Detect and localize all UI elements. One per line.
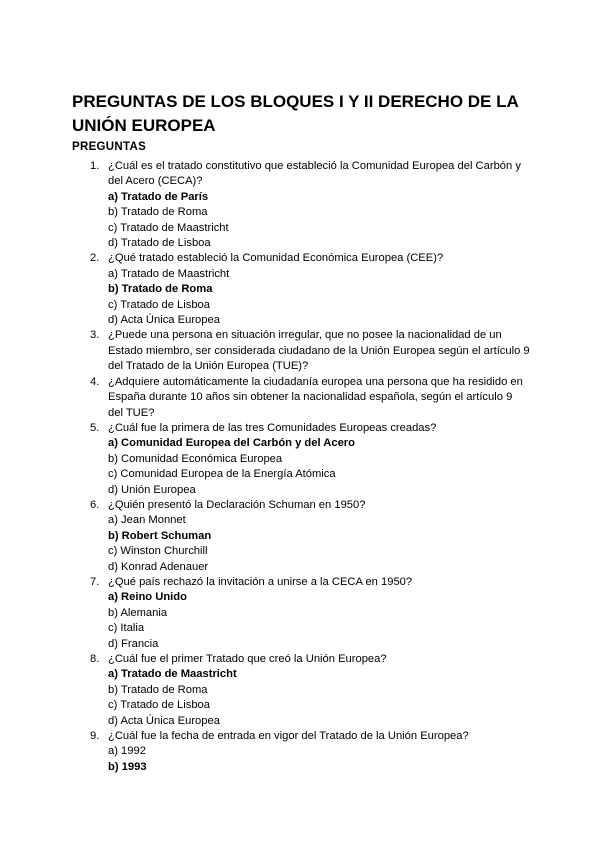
question-number: 7. xyxy=(90,575,100,588)
correct-answer-option: b) Tratado de Roma xyxy=(108,283,213,296)
answer-option: c) Comunidad Europea de la Energía Atómica xyxy=(108,468,336,481)
answer-option: d) Tratado de Lisboa xyxy=(108,237,211,250)
answer-option: b) Alemania xyxy=(108,606,168,619)
question-text: ¿Qué país rechazó la invitación a unirse a la CECA en 1950? xyxy=(108,575,413,588)
question-number: 3. xyxy=(90,329,100,342)
question-item xyxy=(90,498,530,575)
answer-option: d) Acta Única Europea xyxy=(108,314,220,327)
correct-answer-option: a) Reino Unido xyxy=(108,591,187,604)
question-number: 6. xyxy=(90,498,100,511)
question-text: ¿Cuál fue el primer Tratado que creó la Unión Europea? xyxy=(108,653,387,665)
correct-answer-option: a) Comunidad Europea del Carbón y del Acero xyxy=(108,437,355,450)
answer-option: a) 1992 xyxy=(108,745,146,758)
correct-answer-option: a) Tratado de Maastricht xyxy=(108,668,237,681)
question-item xyxy=(90,159,530,251)
question-number: 2. xyxy=(90,252,100,265)
answer-option: c) Tratado de Lisboa xyxy=(108,298,210,311)
question-number: 8. xyxy=(90,653,100,665)
answer-options xyxy=(108,590,530,652)
answer-option: b) Comunidad Económica Europea xyxy=(108,452,283,465)
question-text: ¿Cuál es el tratado constitutivo que estableció la Comunidad Europea del Carbón y del Acero (CECA)? xyxy=(108,160,521,188)
correct-answer-option: b) Robert Schuman xyxy=(108,529,212,542)
question-item xyxy=(90,729,530,775)
answer-option: d) Unión Europea xyxy=(108,483,196,496)
answer-options xyxy=(108,190,530,252)
question-text: ¿Puede una persona en situación irregular, que no posee la nacionalidad de un Estado miembro, ser considerada ciudadano de la Unión Europea según el artículo 9 del Tratado de la Unión Europea (TUE)? xyxy=(108,329,530,373)
correct-answer-option: a) Tratado de París xyxy=(108,190,209,203)
question-text: ¿Quién presentó la Declaración Schuman en 1950? xyxy=(108,498,366,511)
answer-option: d) Konrad Adenauer xyxy=(108,560,209,573)
answer-option: c) Winston Churchill xyxy=(108,545,208,558)
answer-options xyxy=(108,267,530,329)
question-item xyxy=(90,421,530,498)
answer-option: c) Italia xyxy=(108,622,145,635)
question-text: ¿Cuál fue la fecha de entrada en vigor del Tratado de la Unión Europea? xyxy=(108,730,469,743)
question-text: ¿Adquiere automáticamente la ciudadanía europea una persona que ha residido en España durante 10 años sin obtener la nacionalidad española, según el artículo 9 del TUE? xyxy=(108,375,523,419)
question-item xyxy=(90,328,530,374)
answer-option: d) Francia xyxy=(108,637,159,650)
correct-answer-option: b) 1993 xyxy=(108,760,147,773)
answer-option: a) Tratado de Maastricht xyxy=(108,267,230,280)
question-text: ¿Qué tratado estableció la Comunidad Económica Europea (CEE)? xyxy=(108,252,444,265)
answer-option: c) Tratado de Lisboa xyxy=(108,699,210,712)
question-number: 5. xyxy=(90,421,100,434)
answer-options xyxy=(108,667,530,729)
question-number: 1. xyxy=(90,160,100,172)
question-list xyxy=(90,159,530,775)
question-text: ¿Cuál fue la primera de las tres Comunidades Europeas creadas? xyxy=(108,421,437,434)
question-item xyxy=(90,575,530,652)
answer-options xyxy=(108,513,530,575)
question-number: 4. xyxy=(90,375,100,388)
document-title: PREGUNTAS DE LOS BLOQUES I Y II DERECHO DE LA UNIÓN EUROPEA xyxy=(72,92,519,135)
question-item xyxy=(90,375,530,421)
section-heading: PREGUNTAS xyxy=(72,141,147,153)
answer-option: c) Tratado de Maastricht xyxy=(108,221,229,234)
answer-option: b) Tratado de Roma xyxy=(108,206,208,219)
question-number: 9. xyxy=(90,730,100,743)
question-item xyxy=(90,652,530,729)
answer-option: d) Acta Única Europea xyxy=(108,714,220,727)
answer-options xyxy=(108,744,530,775)
answer-options xyxy=(108,436,530,498)
answer-option: b) Tratado de Roma xyxy=(108,683,208,696)
answer-option: a) Jean Monnet xyxy=(108,514,186,527)
question-item xyxy=(90,251,530,328)
